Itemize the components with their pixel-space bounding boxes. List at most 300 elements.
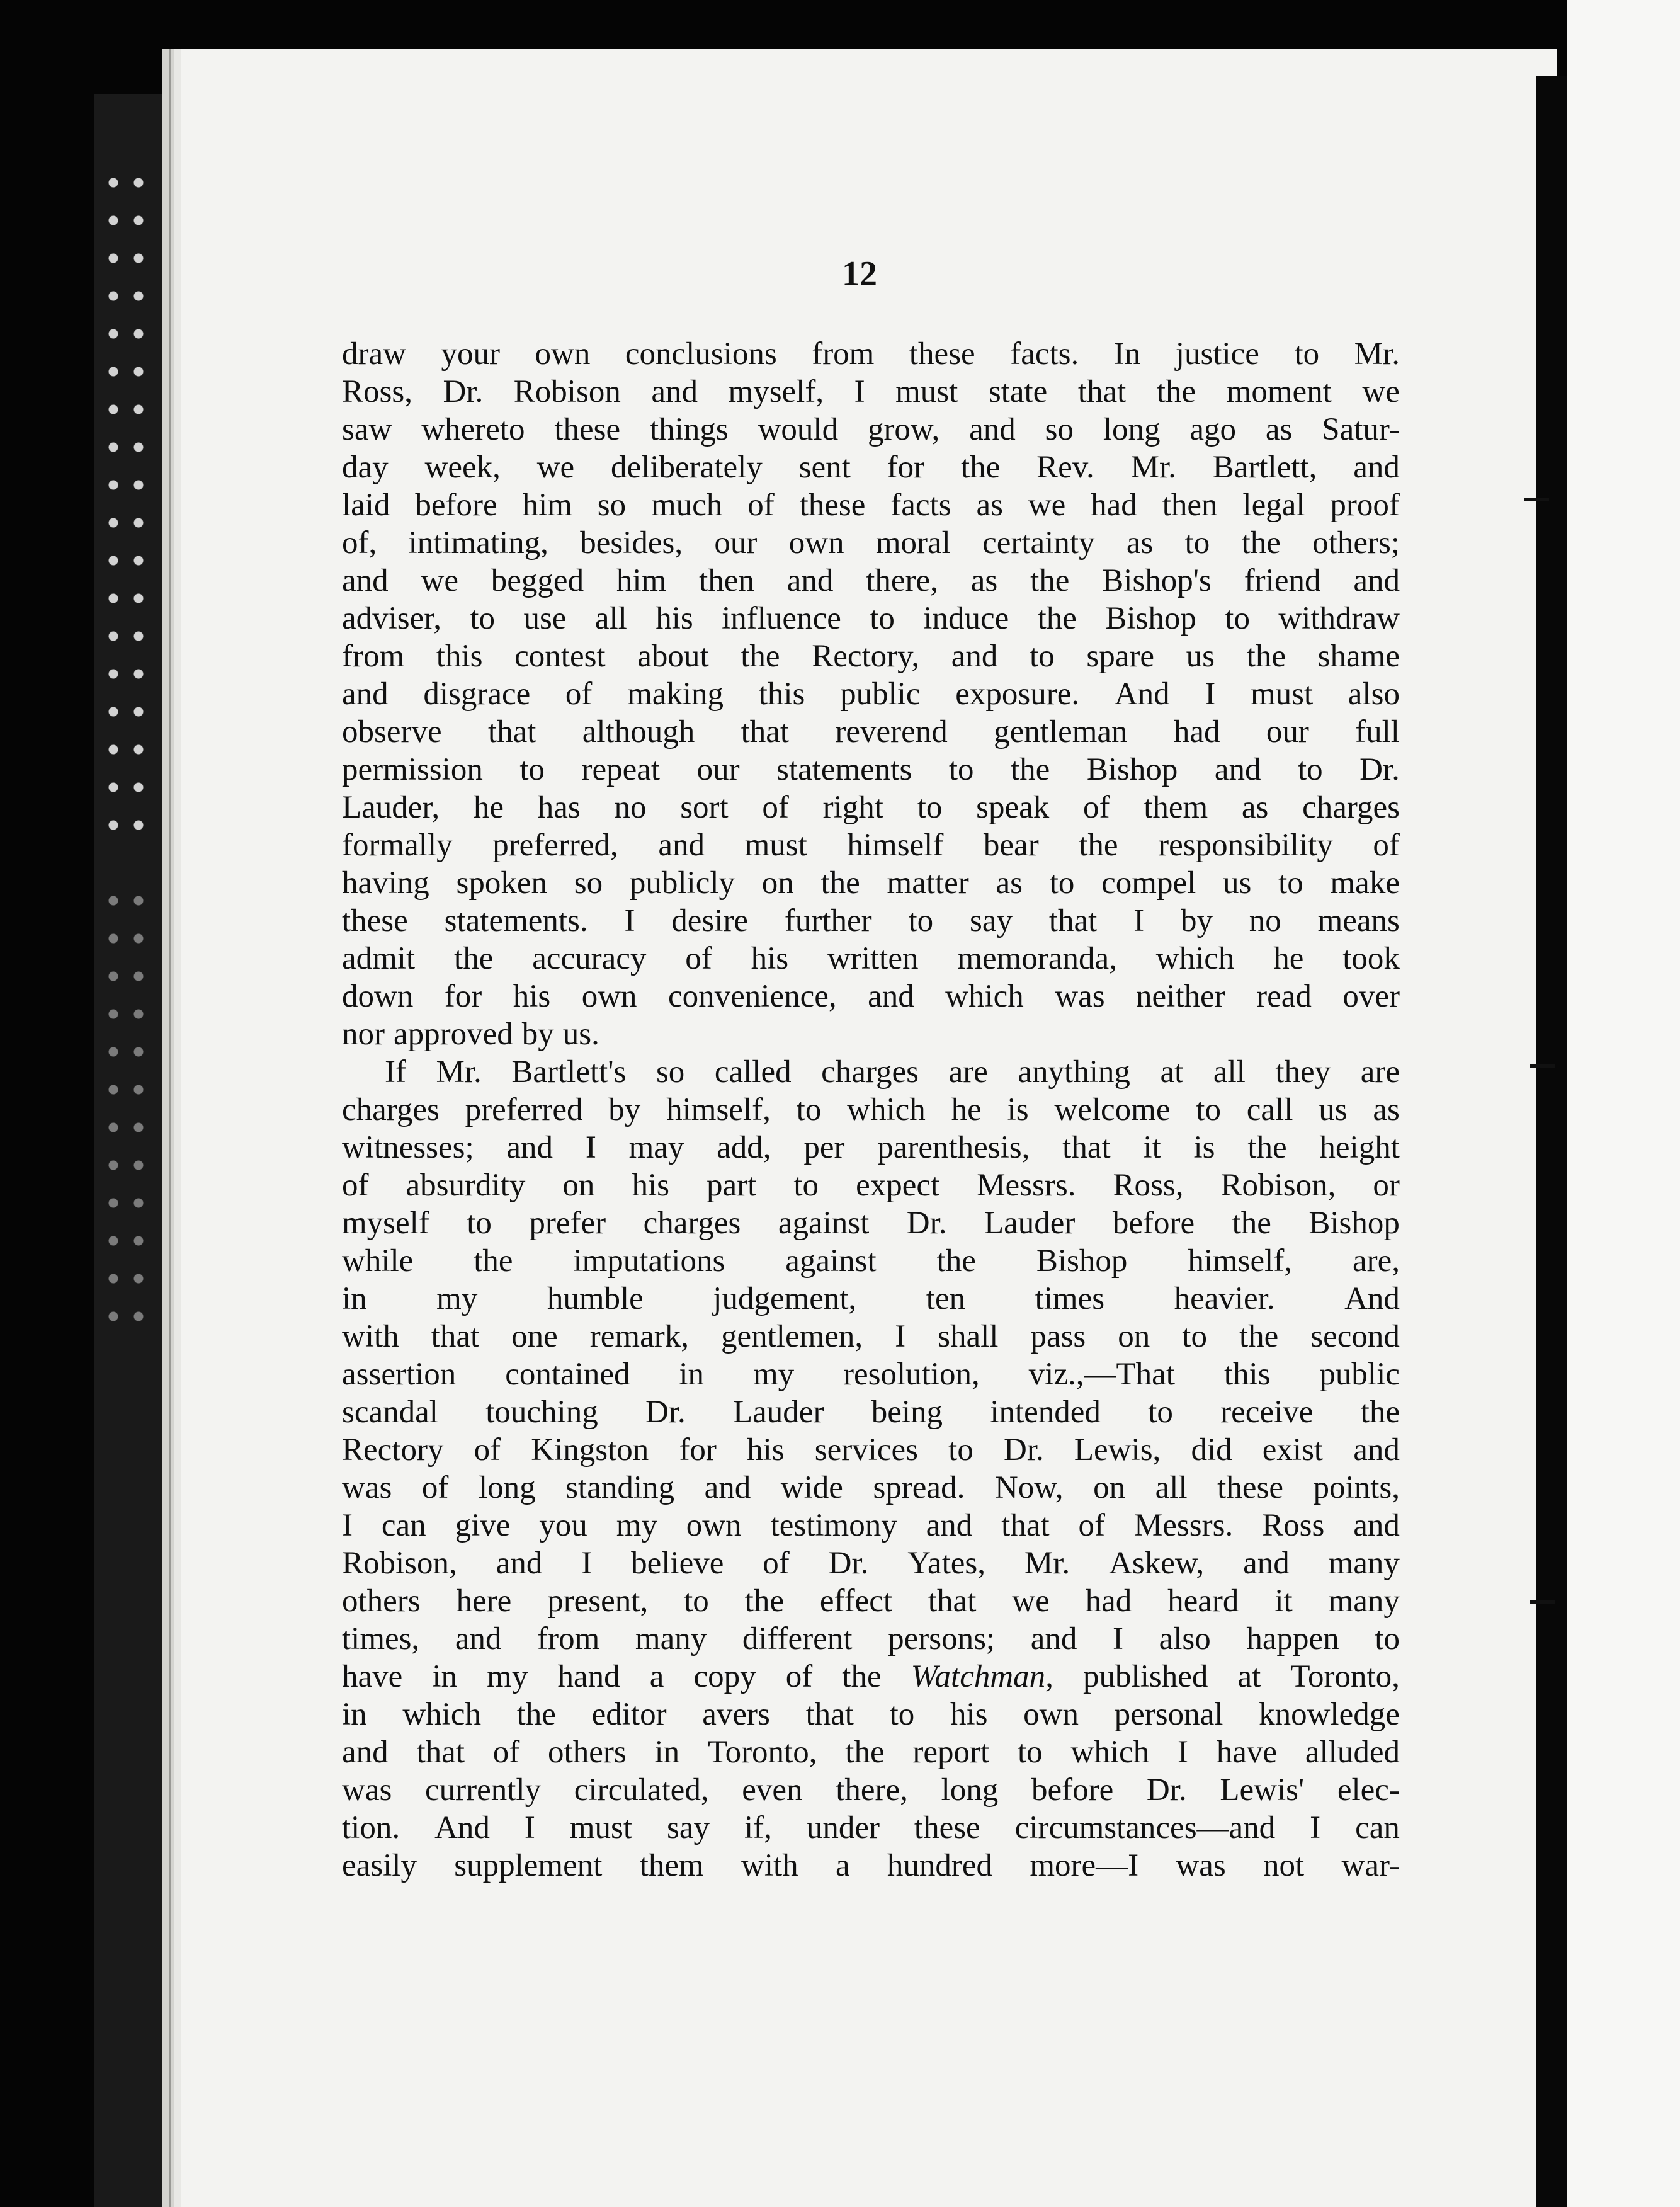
- word: Rectory: [342, 1432, 444, 1468]
- word: of: [421, 1470, 449, 1505]
- word: more—I: [1030, 1848, 1139, 1883]
- gutter-line: [169, 49, 171, 2207]
- text-line: [342, 713, 1400, 751]
- word: testimony: [770, 1508, 897, 1543]
- word: I: [585, 1130, 596, 1165]
- word: the: [741, 639, 780, 674]
- word: the: [1030, 563, 1070, 598]
- word: not: [1263, 1848, 1305, 1883]
- word: he: [473, 790, 504, 825]
- word: which: [945, 979, 1024, 1014]
- word: before: [415, 488, 497, 523]
- word: persons;: [888, 1621, 996, 1657]
- word: on: [761, 865, 794, 901]
- word: under: [806, 1810, 880, 1845]
- word: and: [455, 1621, 502, 1657]
- word: Mr.: [1354, 336, 1400, 372]
- text-line: [342, 1620, 1400, 1658]
- word: shall: [938, 1319, 999, 1354]
- word: moral: [875, 525, 951, 561]
- word: approved: [393, 1017, 513, 1052]
- text-line: [342, 1280, 1400, 1318]
- word: and: [926, 1508, 973, 1543]
- word: charges: [821, 1054, 919, 1090]
- word: us: [1319, 1092, 1348, 1127]
- word: to: [1196, 1092, 1221, 1127]
- text-line: [342, 1469, 1400, 1507]
- word: own: [581, 979, 637, 1014]
- word: to: [467, 1206, 492, 1241]
- word: intimating,: [408, 525, 548, 561]
- word: others: [548, 1735, 627, 1770]
- word: also: [1159, 1621, 1211, 1657]
- word: of: [1373, 828, 1400, 863]
- word: Dr.: [828, 1546, 869, 1581]
- word: this: [1223, 1357, 1271, 1392]
- text-line: [342, 1053, 1400, 1091]
- word: wide: [780, 1470, 843, 1505]
- word: say: [666, 1810, 710, 1845]
- text-line: [342, 1658, 1400, 1696]
- word: of: [1078, 1508, 1106, 1543]
- word: all: [1155, 1470, 1188, 1505]
- word: so: [574, 865, 603, 901]
- word: And: [1114, 676, 1170, 712]
- word: believe: [631, 1546, 724, 1581]
- word: long: [478, 1470, 536, 1505]
- word: his: [632, 1168, 669, 1203]
- word: the: [1232, 1206, 1271, 1241]
- word: Lauder: [733, 1394, 824, 1430]
- word: must: [744, 828, 807, 863]
- word: his: [656, 601, 693, 636]
- word: and: [1243, 1546, 1290, 1581]
- word: Bishop: [1105, 601, 1196, 636]
- word: Lewis': [1220, 1772, 1305, 1808]
- word: Ross,: [1113, 1168, 1184, 1203]
- word: Dr.: [443, 374, 484, 409]
- word: many: [1328, 1583, 1400, 1619]
- word: others: [342, 1583, 421, 1619]
- word: admit: [342, 941, 416, 976]
- word: about: [637, 639, 709, 674]
- margin-mark: [1530, 1064, 1555, 1087]
- word: from: [812, 336, 875, 372]
- word: saw: [342, 412, 392, 447]
- word: shame: [1317, 639, 1400, 674]
- word: and: [1353, 563, 1400, 598]
- word: of: [785, 1659, 813, 1694]
- word: And: [434, 1810, 490, 1845]
- word: to: [793, 1168, 819, 1203]
- word: justice: [1175, 336, 1259, 372]
- word: and: [506, 1130, 553, 1165]
- word: the: [1239, 1319, 1279, 1354]
- word: many: [635, 1621, 707, 1657]
- word: although: [582, 714, 695, 750]
- word: of: [1082, 790, 1110, 825]
- word: a: [649, 1659, 664, 1694]
- word: to: [917, 790, 943, 825]
- word: him: [616, 563, 667, 598]
- word: statements.: [444, 903, 588, 938]
- word: remark,: [589, 1319, 689, 1354]
- word: to: [519, 752, 545, 787]
- word: sort: [680, 790, 729, 825]
- word: I: [1310, 1810, 1321, 1845]
- word: in: [654, 1735, 680, 1770]
- word: Yates,: [907, 1546, 986, 1581]
- word: as: [976, 488, 1003, 523]
- word: desire: [671, 903, 749, 938]
- word: hundred: [887, 1848, 993, 1883]
- word: and: [496, 1546, 543, 1581]
- word: I: [624, 903, 635, 938]
- word: by: [521, 1017, 554, 1052]
- word: the: [454, 941, 494, 976]
- word: may: [628, 1130, 684, 1165]
- word: these: [799, 488, 866, 523]
- text-line: [342, 524, 1400, 562]
- word: us.: [562, 1017, 599, 1052]
- word: even: [742, 1772, 803, 1808]
- word: to: [470, 601, 496, 636]
- word: heard: [1167, 1583, 1239, 1619]
- word: took: [1342, 941, 1400, 976]
- word: was: [1176, 1848, 1226, 1883]
- word: in: [342, 1697, 367, 1732]
- word: services: [814, 1432, 919, 1468]
- word: to: [908, 903, 934, 938]
- word: I: [895, 1319, 906, 1354]
- word: supplement: [454, 1848, 603, 1883]
- word: present,: [547, 1583, 649, 1619]
- word: our: [696, 752, 740, 787]
- word: from: [342, 639, 405, 674]
- text-line: [342, 1696, 1400, 1733]
- word: and: [342, 676, 389, 712]
- word: that: [1048, 903, 1098, 938]
- word: a: [835, 1848, 850, 1883]
- text-line: [342, 826, 1400, 864]
- word: spare: [1086, 639, 1154, 674]
- word: I: [854, 374, 865, 409]
- word: draw: [342, 336, 406, 372]
- word: give: [455, 1508, 511, 1543]
- word: them: [1144, 790, 1208, 825]
- word: are: [1360, 1054, 1400, 1090]
- word: and: [969, 412, 1016, 447]
- word: Lauder,: [342, 790, 440, 825]
- word: by: [1180, 903, 1213, 938]
- right-margin: [1567, 0, 1680, 2207]
- word: of: [685, 941, 712, 976]
- word: and: [1353, 1508, 1400, 1543]
- word: ago: [1189, 412, 1237, 447]
- word: full: [1355, 714, 1400, 750]
- text-line: [342, 1809, 1400, 1847]
- word: the: [936, 1243, 976, 1279]
- word: grow,: [867, 412, 940, 447]
- word: this: [436, 639, 483, 674]
- word: which: [1070, 1735, 1150, 1770]
- word: witnesses;: [342, 1130, 474, 1165]
- word: charges: [342, 1092, 440, 1127]
- word: and: [342, 563, 389, 598]
- word: is: [1193, 1130, 1215, 1165]
- word: height: [1319, 1130, 1400, 1165]
- word: that: [805, 1697, 854, 1732]
- word: against: [778, 1206, 870, 1241]
- word: the: [1011, 752, 1050, 787]
- word: Rectory,: [812, 639, 920, 674]
- word: own: [1023, 1697, 1079, 1732]
- word: before: [1112, 1206, 1195, 1241]
- word: of,: [342, 525, 377, 561]
- word: expect: [856, 1168, 940, 1203]
- word: we: [1028, 488, 1066, 523]
- word: long: [941, 1772, 999, 1808]
- word: moment: [1226, 374, 1332, 409]
- word: permission: [342, 752, 483, 787]
- word: here: [456, 1583, 512, 1619]
- text-line: [342, 1544, 1400, 1582]
- word: currently: [425, 1772, 542, 1808]
- word: influence: [722, 601, 841, 636]
- word: public: [1319, 1357, 1400, 1392]
- word: written: [827, 941, 919, 976]
- word: us: [1186, 639, 1215, 674]
- word: If: [385, 1054, 406, 1090]
- word: Bishop: [1308, 1206, 1400, 1241]
- word: there,: [836, 1772, 908, 1808]
- word: nor: [342, 1017, 385, 1052]
- word: welcome: [1054, 1092, 1171, 1127]
- word: that: [741, 714, 790, 750]
- word: charges: [643, 1206, 741, 1241]
- word: for: [444, 979, 482, 1014]
- word: and: [951, 639, 998, 674]
- word: must: [895, 374, 958, 409]
- word: Lauder: [984, 1206, 1076, 1241]
- word: himself: [847, 828, 944, 863]
- word: and: [786, 563, 834, 598]
- word: can: [381, 1508, 426, 1543]
- word: had: [1091, 488, 1137, 523]
- word: the: [1037, 601, 1077, 636]
- word: being: [871, 1394, 943, 1430]
- word: the: [960, 450, 1001, 485]
- word: ten: [926, 1281, 966, 1316]
- word: charges: [1302, 790, 1400, 825]
- word: I: [524, 1810, 535, 1845]
- word: have: [342, 1659, 403, 1694]
- word: alluded: [1305, 1735, 1400, 1770]
- word: points,: [1313, 1470, 1400, 1505]
- word: these: [909, 336, 975, 372]
- word: so: [1045, 412, 1074, 447]
- word: no: [614, 790, 647, 825]
- word: publicly: [629, 865, 735, 901]
- word: times: [1035, 1281, 1105, 1316]
- word: he: [1273, 941, 1304, 976]
- word: Rev.: [1036, 450, 1094, 485]
- word: pass: [1030, 1319, 1086, 1354]
- word: read: [1256, 979, 1312, 1014]
- word: public: [840, 676, 921, 712]
- word: touching: [485, 1394, 598, 1430]
- word: of: [492, 1735, 520, 1770]
- word: of: [474, 1432, 501, 1468]
- text-line: [342, 1847, 1400, 1885]
- word: facts: [890, 488, 951, 523]
- word: his: [513, 979, 551, 1014]
- text-line: [342, 1582, 1400, 1620]
- word: then: [1162, 488, 1218, 523]
- word: matter: [887, 865, 969, 901]
- word: and: [1353, 450, 1400, 485]
- word: proof: [1330, 488, 1400, 523]
- word: as: [996, 865, 1023, 901]
- word: deliberately: [611, 450, 763, 485]
- word: that: [487, 714, 536, 750]
- word: to: [889, 1697, 915, 1732]
- text-line: [342, 335, 1400, 373]
- word: his: [747, 1432, 785, 1468]
- word: and: [1214, 752, 1261, 787]
- word: induce: [923, 601, 1009, 636]
- word: preferred: [465, 1092, 583, 1127]
- word: in: [679, 1357, 705, 1392]
- word: to: [1148, 1394, 1173, 1430]
- text-line: [342, 1166, 1400, 1204]
- word: on: [1093, 1470, 1126, 1505]
- word: Lewis,: [1074, 1432, 1161, 1468]
- word: Messrs.: [1133, 1508, 1234, 1543]
- word: withdraw: [1278, 601, 1400, 636]
- word: I: [1133, 903, 1145, 938]
- word: to: [796, 1092, 822, 1127]
- word: before: [1031, 1772, 1114, 1808]
- word: my: [487, 1659, 528, 1694]
- word: to: [1225, 601, 1250, 636]
- word: making: [627, 676, 724, 712]
- word: called: [714, 1054, 792, 1090]
- word: the: [1246, 639, 1286, 674]
- word: repeat: [581, 752, 661, 787]
- word: himself,: [666, 1092, 771, 1127]
- word: Satur-: [1322, 412, 1400, 447]
- text-line: [342, 1431, 1400, 1469]
- word: of: [342, 1168, 369, 1203]
- word: these: [914, 1810, 980, 1845]
- word: of: [762, 790, 789, 825]
- word: call: [1246, 1092, 1293, 1127]
- word: to: [1294, 336, 1320, 372]
- word: your: [441, 336, 500, 372]
- word: for: [887, 450, 925, 485]
- word: him: [522, 488, 572, 523]
- word: knowledge: [1259, 1697, 1400, 1732]
- word: heavier.: [1174, 1281, 1275, 1316]
- word: us: [1223, 865, 1252, 901]
- word: my: [436, 1281, 478, 1316]
- word: that: [928, 1583, 977, 1619]
- word: to: [1278, 865, 1303, 901]
- word: begged: [491, 563, 584, 598]
- word: much: [651, 488, 723, 523]
- word: published: [1083, 1659, 1208, 1694]
- word: this: [758, 676, 805, 712]
- word: Dr.: [1004, 1432, 1044, 1468]
- text-line: [342, 486, 1400, 524]
- word: Ross: [1262, 1508, 1325, 1543]
- word: spoken: [456, 865, 548, 901]
- word: as: [1241, 790, 1269, 825]
- text-line: [342, 675, 1400, 713]
- word: the: [1360, 1394, 1400, 1430]
- word: these: [342, 903, 408, 938]
- word: sent: [798, 450, 851, 485]
- word: are,: [1352, 1243, 1400, 1279]
- text-line: [342, 637, 1400, 675]
- word: Now,: [994, 1470, 1064, 1505]
- word: neither: [1136, 979, 1225, 1014]
- word: as: [970, 563, 998, 598]
- word: the: [842, 1659, 882, 1694]
- word: Dr.: [1359, 752, 1400, 787]
- word: in: [432, 1659, 458, 1694]
- word: effect: [819, 1583, 892, 1619]
- text-line: [342, 373, 1400, 411]
- word: all: [1213, 1054, 1246, 1090]
- word: must: [1250, 676, 1314, 712]
- margin-mark: [1530, 1600, 1555, 1622]
- word: Messrs.: [977, 1168, 1076, 1203]
- word: easily: [342, 1848, 417, 1883]
- word: Mr.: [1130, 450, 1176, 485]
- word: judgement,: [713, 1281, 857, 1316]
- word: exist: [1262, 1432, 1324, 1468]
- word: myself,: [728, 374, 824, 409]
- text-line: [342, 978, 1400, 1015]
- word: all: [594, 601, 627, 636]
- word: at: [1160, 1054, 1184, 1090]
- word: myself: [342, 1206, 429, 1241]
- word: second: [1310, 1319, 1400, 1354]
- word: friend: [1244, 563, 1321, 598]
- word: accuracy: [532, 941, 647, 976]
- word: Bartlett's: [511, 1054, 627, 1090]
- word: are: [948, 1054, 988, 1090]
- word: reverend: [835, 714, 948, 750]
- word: the: [1247, 1130, 1287, 1165]
- word: means: [1317, 903, 1400, 938]
- word: to: [948, 752, 974, 787]
- word: Bishop: [1036, 1243, 1128, 1279]
- word: it: [1143, 1130, 1161, 1165]
- word: we: [1012, 1583, 1050, 1619]
- word: was: [342, 1470, 392, 1505]
- word: Ross,: [342, 374, 412, 409]
- word: also: [1348, 676, 1400, 712]
- word: of: [565, 676, 593, 712]
- word: copy: [693, 1659, 756, 1694]
- word: and: [342, 1735, 389, 1770]
- word: convenience,: [668, 979, 837, 1014]
- text-line: [342, 1091, 1400, 1129]
- word: the: [474, 1243, 513, 1279]
